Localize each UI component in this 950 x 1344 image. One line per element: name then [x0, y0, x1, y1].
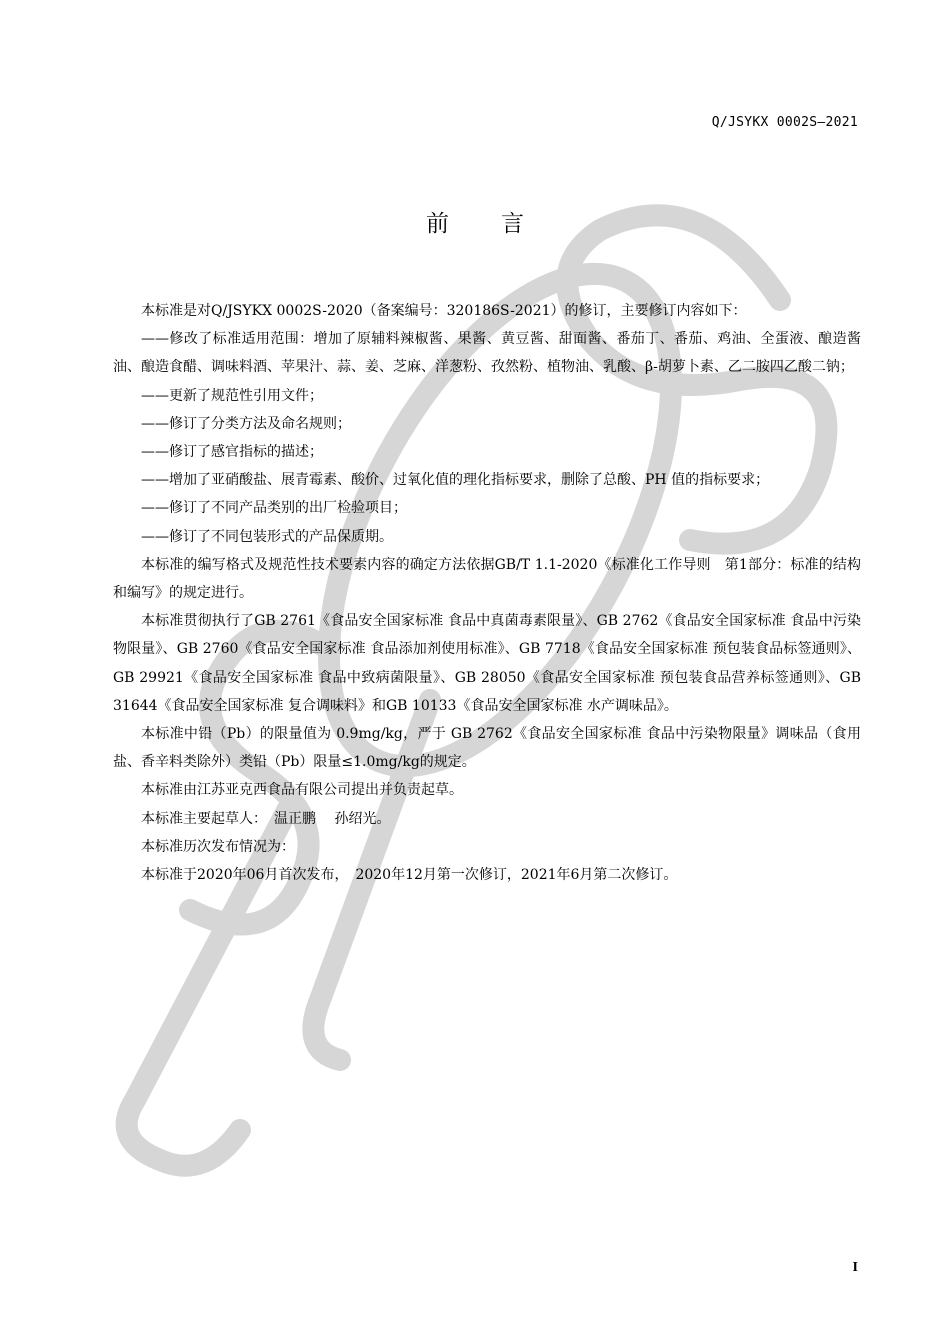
paragraph-revision-sensory: ——修订了感官指标的描述；: [141, 444, 323, 461]
paragraph-revision-scope: ——修改了标准适用范围：增加了原辅料辣椒酱、果酱、黄豆酱、甜面酱、番茄丁、番茄、鸡油、全蛋液、酿造酱油、酿造食醋、调味料酒、苹果汁、蒜、姜、芝麻、洋葱粉、孜然粉、植物油、乳酸、β-胡萝卜素、乙二胺四乙酸二钠；: [113, 331, 861, 376]
paragraph-drafters: 本标准主要起草人： 温正鹏 孙绍光。: [141, 810, 391, 827]
page-title: 前言: [426, 211, 576, 237]
paragraph-revision-classification: ——修订了分类方法及命名规则；: [141, 415, 351, 432]
paragraph-standards-implemented: 本标准贯彻执行了GB 2761《食品安全国家标准 食品中真菌毒素限量》、GB 2762《食品安全国家标准 食品中污染物限量》、GB 2760《食品安全国家标准 食品添加剂使用标准》、GB 7718《食品安全国家标准 预包装食品标签通则》、GB 29921《食品安全国家标准 食品中致病菌限量》、GB 28050《食品安全国家标准 预包装食品营养标签通则》、GB 31644《食品安全国家标准 复合调味料》和GB 10133《食品安全国家标准 水产调味品》。: [113, 613, 861, 714]
paragraph-revision-shelf-life: ——修订了不同包装形式的产品保质期。: [141, 528, 393, 545]
page-number: I: [852, 1260, 858, 1275]
paragraph-revision-references: ——更新了规范性引用文件；: [141, 387, 323, 404]
paragraph-history-heading: 本标准历次发布情况为：: [141, 838, 295, 855]
paragraph-proposer: 本标准由江苏亚克西食品有限公司提出并负责起草。: [141, 782, 463, 799]
paragraph-lead-limit: 本标准中铅（Pb）的限量值为 0.9mg/kg，严于 GB 2762《食品安全国家标准 食品中污染物限量》调味品（食用盐、香辛料类除外）类铅（Pb）限量≤1.0mg/kg的规定。: [113, 726, 861, 771]
paragraph-history: 本标准于2020年06月首次发布， 2020年12月第一次修订，2021年6月第二次修订。: [141, 867, 678, 884]
foreword-body: [113, 297, 861, 889]
paragraph-format-basis: 本标准的编写格式及规范性技术要素内容的确定方法依据GB/T 1.1-2020《标准化工作导则 第1部分：标准的结构和编写》的规定进行。: [113, 556, 861, 602]
standard-code: Q/JSYKX 0002S—2021: [711, 115, 858, 130]
paragraph-intro: 本标准是对Q/JSYKX 0002S-2020（备案编号：320186S-2021）的修订，主要修订内容如下：: [141, 303, 747, 319]
paragraph-revision-physicochemical: ——增加了亚硝酸盐、展青霉素、酸价、过氧化值的理化指标要求，删除了总酸、PH 值的指标要求；: [141, 472, 770, 489]
paragraph-revision-inspection: ——修订了不同产品类别的出厂检验项目；: [141, 500, 407, 517]
